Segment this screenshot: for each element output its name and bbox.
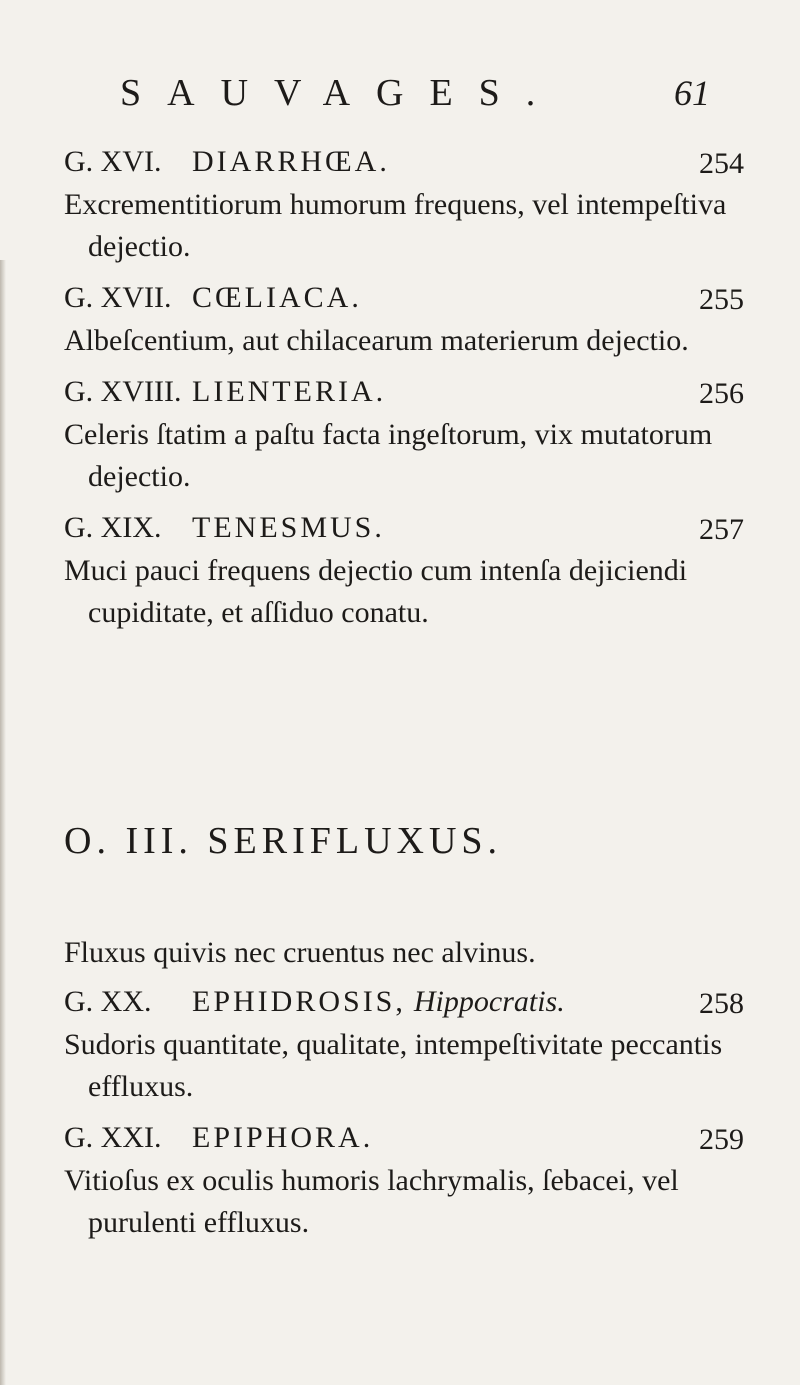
genus-entry [64, 980, 744, 1108]
genus-entry [64, 506, 744, 634]
binding-shadow [0, 260, 6, 1385]
reference-number: 257 [699, 513, 744, 546]
genus-heading [64, 276, 744, 320]
genus-entry [64, 140, 744, 268]
genus-description: Vitioſus ex oculis humoris lachrymalis, ſebacei, vel purulenti effluxus. [64, 1164, 679, 1239]
reference-number: 258 [699, 987, 744, 1020]
genus-description: Sudoris quantitate, qualitate, intempeſtivitate peccantis effluxus. [64, 1028, 723, 1103]
genus-name: EPIPHORA. [192, 1121, 374, 1154]
genus-name: CŒLIACA. [192, 281, 362, 314]
genus-name: LIENTERIA. [192, 375, 387, 408]
reference-number: 254 [699, 147, 744, 180]
genus-heading [64, 370, 744, 414]
reference-number: 256 [699, 377, 744, 410]
genus-number: G. XVII. [64, 281, 172, 314]
genus-number: G. XVI. [64, 145, 162, 178]
genus-author: Hippocratis. [413, 985, 565, 1018]
genus-entry [64, 276, 744, 362]
genus-number: G. XIX. [64, 511, 162, 544]
reference-number: 259 [699, 1123, 744, 1156]
order-description: Fluxus quivis nec cruentus nec alvinus. [64, 936, 536, 969]
genus-number: G. XX. [64, 985, 152, 1018]
genus-description: Muci pauci frequens dejectio cum intenſa dejiciendi cupiditate, et aſſiduo conatu. [64, 554, 688, 629]
genus-list-serifluxus [64, 980, 744, 1252]
order-heading: O. III. SERIFLUXUS. [64, 820, 503, 862]
reference-number: 255 [699, 283, 744, 316]
genus-description: Celeris ſtatim a paſtu facta ingeſtorum, vix mutatorum dejectio. [64, 418, 713, 493]
genus-number: G. XXI. [64, 1121, 162, 1154]
genus-description: Albeſcentium, aut chilacearum materierum dejectio. [64, 324, 689, 357]
genus-heading [64, 506, 744, 550]
genus-name: DIARRHŒA. [192, 145, 390, 178]
page-number: 61 [674, 73, 710, 113]
genus-entry [64, 370, 744, 498]
genus-description: Excrementitiorum humorum frequens, vel intempeſtiva dejectio. [64, 188, 727, 263]
running-head [110, 68, 710, 118]
genus-entry [64, 1116, 744, 1244]
genus-name: TENESMUS. [192, 511, 385, 544]
genus-list-diarrhoea [64, 140, 744, 642]
genus-number: G. XVIII. [64, 375, 182, 408]
genus-heading [64, 140, 744, 184]
genus-heading [64, 980, 744, 1024]
genus-heading [64, 1116, 744, 1160]
genus-name [192, 980, 565, 1024]
running-title: SAUVAGES. [120, 72, 562, 114]
genus-name-text: EPHIDROSIS, [192, 985, 406, 1018]
